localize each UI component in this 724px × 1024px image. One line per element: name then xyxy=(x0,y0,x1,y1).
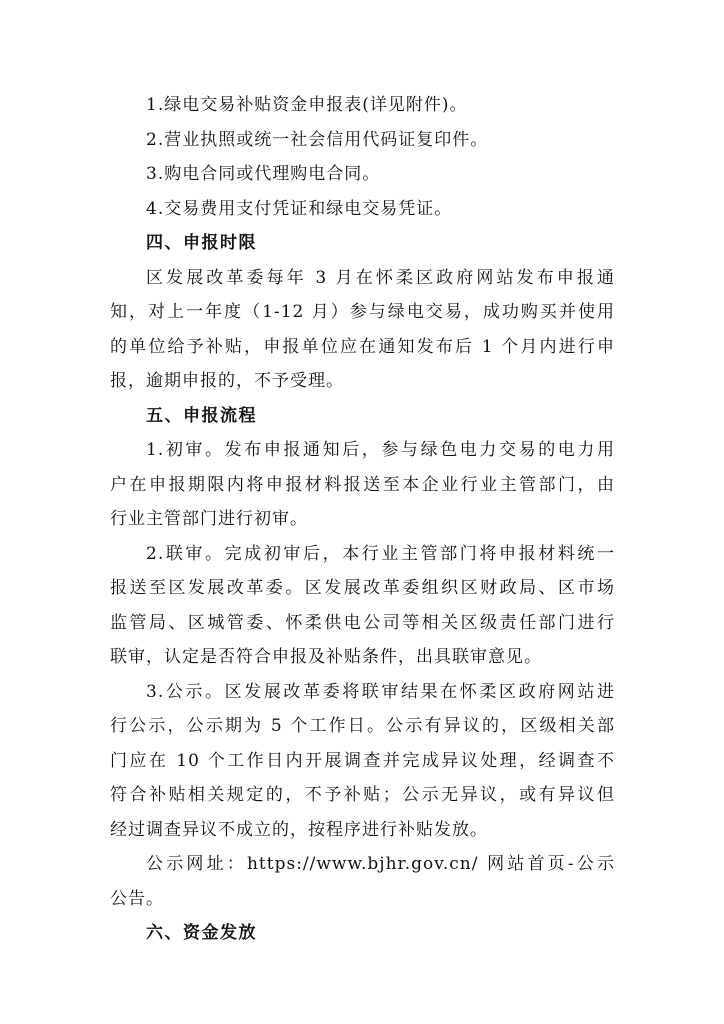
paragraph-line: 联审，认定是否符合申报及补贴条件，出具联审意见。 xyxy=(110,647,542,667)
paragraph-line: 报，逾期申报的，不予受理。 xyxy=(110,371,344,391)
list-item-application-form: 1.绿电交易补贴资金申报表(详见附件)。 xyxy=(146,95,468,115)
public-notice-url-line: 公示网址：https://www.bjhr.gov.cn/ 网站首页-公示 xyxy=(146,854,615,874)
list-item-power-contract: 3.购电合同或代理购电合同。 xyxy=(146,164,381,184)
paragraph-line: 门应在 10 个工作日内开展调查并完成异议处理，经调查不 xyxy=(110,750,615,771)
paragraph-line: 知，对上一年度（1-12 月）参与绿电交易，成功购买并使用 xyxy=(110,302,615,322)
section-heading-fund-release: 六、资金发放 xyxy=(146,923,257,943)
section-heading-process: 五、申报流程 xyxy=(146,405,257,426)
paragraph-line: 3.公示。区发展改革委将联审结果在怀柔区政府网站进 xyxy=(146,681,615,702)
paragraph-line: 行业主管部门进行初审。 xyxy=(110,509,308,529)
paragraph-line: 的单位给予补贴，申报单位应在通知发布后 1 个月内进行申 xyxy=(110,336,615,357)
paragraph-line: 1.初审。发布申报通知后，参与绿色电力交易的电力用 xyxy=(146,440,615,460)
paragraph-line: 区发展改革委每年 3 月在怀柔区政府网站发布申报通 xyxy=(146,267,615,288)
section-heading-deadline: 四、申报时限 xyxy=(146,233,257,253)
paragraph-line: 行公示，公示期为 5 个工作日。公示有异议的，区级相关部 xyxy=(110,716,615,736)
paragraph-line: 户在申报期限内将申报材料报送至本企业行业主管部门，由 xyxy=(110,474,615,495)
paragraph-line: 公告。 xyxy=(110,888,164,909)
paragraph-line: 监管局、区城管委、怀柔供电公司等相关区级责任部门进行 xyxy=(110,612,615,633)
list-item-payment-voucher: 4.交易费用支付凭证和绿电交易凭证。 xyxy=(146,198,453,219)
paragraph-line: 符合补贴相关规定的，不予补贴；公示无异议，或有异议但 xyxy=(110,785,615,805)
document-page xyxy=(110,88,615,951)
paragraph-line: 2.联审。完成初审后，本行业主管部门将申报材料统一 xyxy=(146,543,615,564)
paragraph-line: 经过调查异议不成立的，按程序进行补贴发放。 xyxy=(110,819,488,840)
paragraph-line: 报送至区发展改革委。区发展改革委组织区财政局、区市场 xyxy=(110,578,615,598)
list-item-business-license: 2.营业执照或统一社会信用代码证复印件。 xyxy=(146,129,489,150)
